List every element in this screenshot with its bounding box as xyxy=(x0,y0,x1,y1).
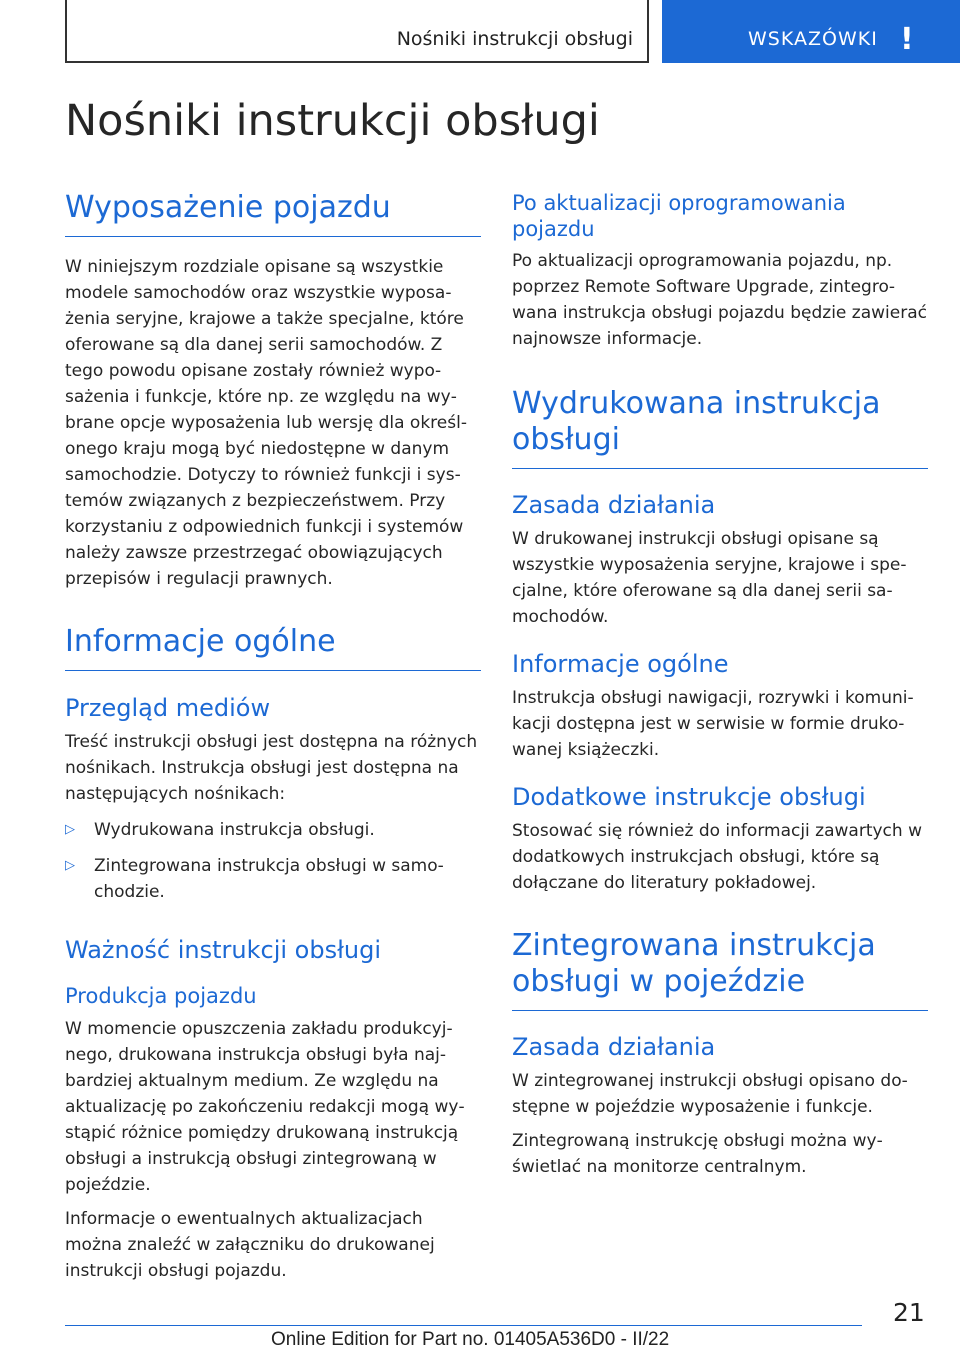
paragraph-produkcja-1: W momencie opuszczenia zakładu produkcyjnego, drukowana instrukcja obsługi była najbardziej aktualnym medium. Ze względu na aktualizację po zakończeniu redakcji mogą wystąpić różnice pomiędzy drukowaną instrukcją obsługi a instrukcją obsługi zintegrowaną w pojeździe. xyxy=(65,1019,465,1195)
paragraph-dodatkowe: Stosować się również do informacji zawartych w dodatkowych instrukcjach obsługi, które są dołączane do literatury pokładowej. xyxy=(512,821,922,893)
paragraph-produkcja-2: Informacje o ewentualnych aktualizacjach można znaleźć w załączniku do drukowanej instrukcji obsługi pojazdu. xyxy=(65,1209,435,1281)
paragraph-zasada-druk: W drukowanej instrukcji obsługi opisane są wszystkie wyposażenia seryjne, krajowe i specjalne, które oferowane są dla danej serii samochodów. xyxy=(512,529,907,627)
media-list xyxy=(65,817,481,905)
exclamation-icon: ! xyxy=(900,22,914,57)
heading-wydrukowana-instrukcja: Wydrukowana instrukcja obsługi xyxy=(512,386,928,469)
list-item: ▷ Wydrukowana instrukcja obsługi. xyxy=(65,817,481,843)
right-column xyxy=(512,190,928,1180)
paragraph-przeglad: Treść instrukcji obsługi jest dostępna na różnych nośnikach. Instrukcja obsługi jest dostępna na następujących nośnikach: xyxy=(65,732,478,804)
heading-informacje-ogolne: Informacje ogólne xyxy=(65,624,481,671)
heading-dodatkowe-instrukcje: Dodatkowe instrukcje obsługi xyxy=(512,783,866,811)
paragraph-zasada-zint-2: Zintegrowaną instrukcję obsługi można wyświetlać na monitorze centralnym. xyxy=(512,1131,883,1177)
heading-przeglad-mediow: Przegląd mediów xyxy=(65,694,271,722)
header-chapter-label: WSKAZÓWKI xyxy=(748,28,878,50)
header-section-title: Nośniki instrukcji obsługi xyxy=(396,28,633,50)
footer-divider xyxy=(65,1325,862,1326)
heading-po-aktualizacji: Po aktualizacji oprogramowania pojazdu xyxy=(512,191,846,241)
heading-zasada-dzialania-druk: Zasada działania xyxy=(512,491,716,519)
header-chapter-tab xyxy=(662,0,960,63)
heading-zintegrowana-instrukcja: Zintegrowana instrukcja obsługi w pojeździe xyxy=(512,928,928,1011)
paragraph-zasada-zint-1: W zintegrowanej instrukcji obsługi opisano dostępne w pojeździe wyposażenie i funkcje. xyxy=(512,1071,908,1117)
heading-zasada-dzialania-zint: Zasada działania xyxy=(512,1033,716,1061)
header-section-box xyxy=(65,0,649,63)
page-number: 21 xyxy=(893,1298,925,1327)
paragraph-wyposazenie: W niniejszym rozdziale opisane są wszystkie modele samochodów oraz wszystkie wyposażenia seryjne, krajowe a także specjalne, które oferowane są dla danej serii samochodów. Z tego powodu opisane zostały również wyposażenia i funkcje, które np. ze względu na wybrane opcje wyposażenia lub wersję dla określonego kraju mogą być niedostępne w danym samochodzie. Dotyczy to również funkcji i systemów związanych z bezpieczeństwem. Przy korzystaniu z odpowiednich funkcji i systemów należy zawsze przestrzegać obowiązujących przepisów i regulacji prawnych. xyxy=(65,257,467,589)
footer-edition: Online Edition for Part no. 01405A536D0 - II/22 xyxy=(271,1329,670,1350)
page-title: Nośniki instrukcji obsługi xyxy=(65,96,600,146)
paragraph-po-aktualizacji: Po aktualizacji oprogramowania pojazdu, np. poprzez Remote Software Upgrade, zintegrowana instrukcja obsługi pojazdu będzie zawierać najnowsze informacje. xyxy=(512,251,927,349)
paragraph-informacje-druk: Instrukcja obsługi nawigacji, rozrywki i komunikacji dostępna jest w serwisie w formie drukowanej książeczki. xyxy=(512,688,914,760)
heading-wyposazenie-pojazdu: Wyposażenie pojazdu xyxy=(65,190,481,237)
left-column xyxy=(65,190,481,1284)
heading-informacje-ogolne-druk: Informacje ogólne xyxy=(512,650,729,678)
heading-produkcja-pojazdu: Produkcja pojazdu xyxy=(65,984,257,1008)
list-item: ▷ Zintegrowana instrukcja obsługi w samochodzie. xyxy=(65,853,481,905)
heading-waznosc-instrukcji: Ważność instrukcji obsługi xyxy=(65,936,382,964)
